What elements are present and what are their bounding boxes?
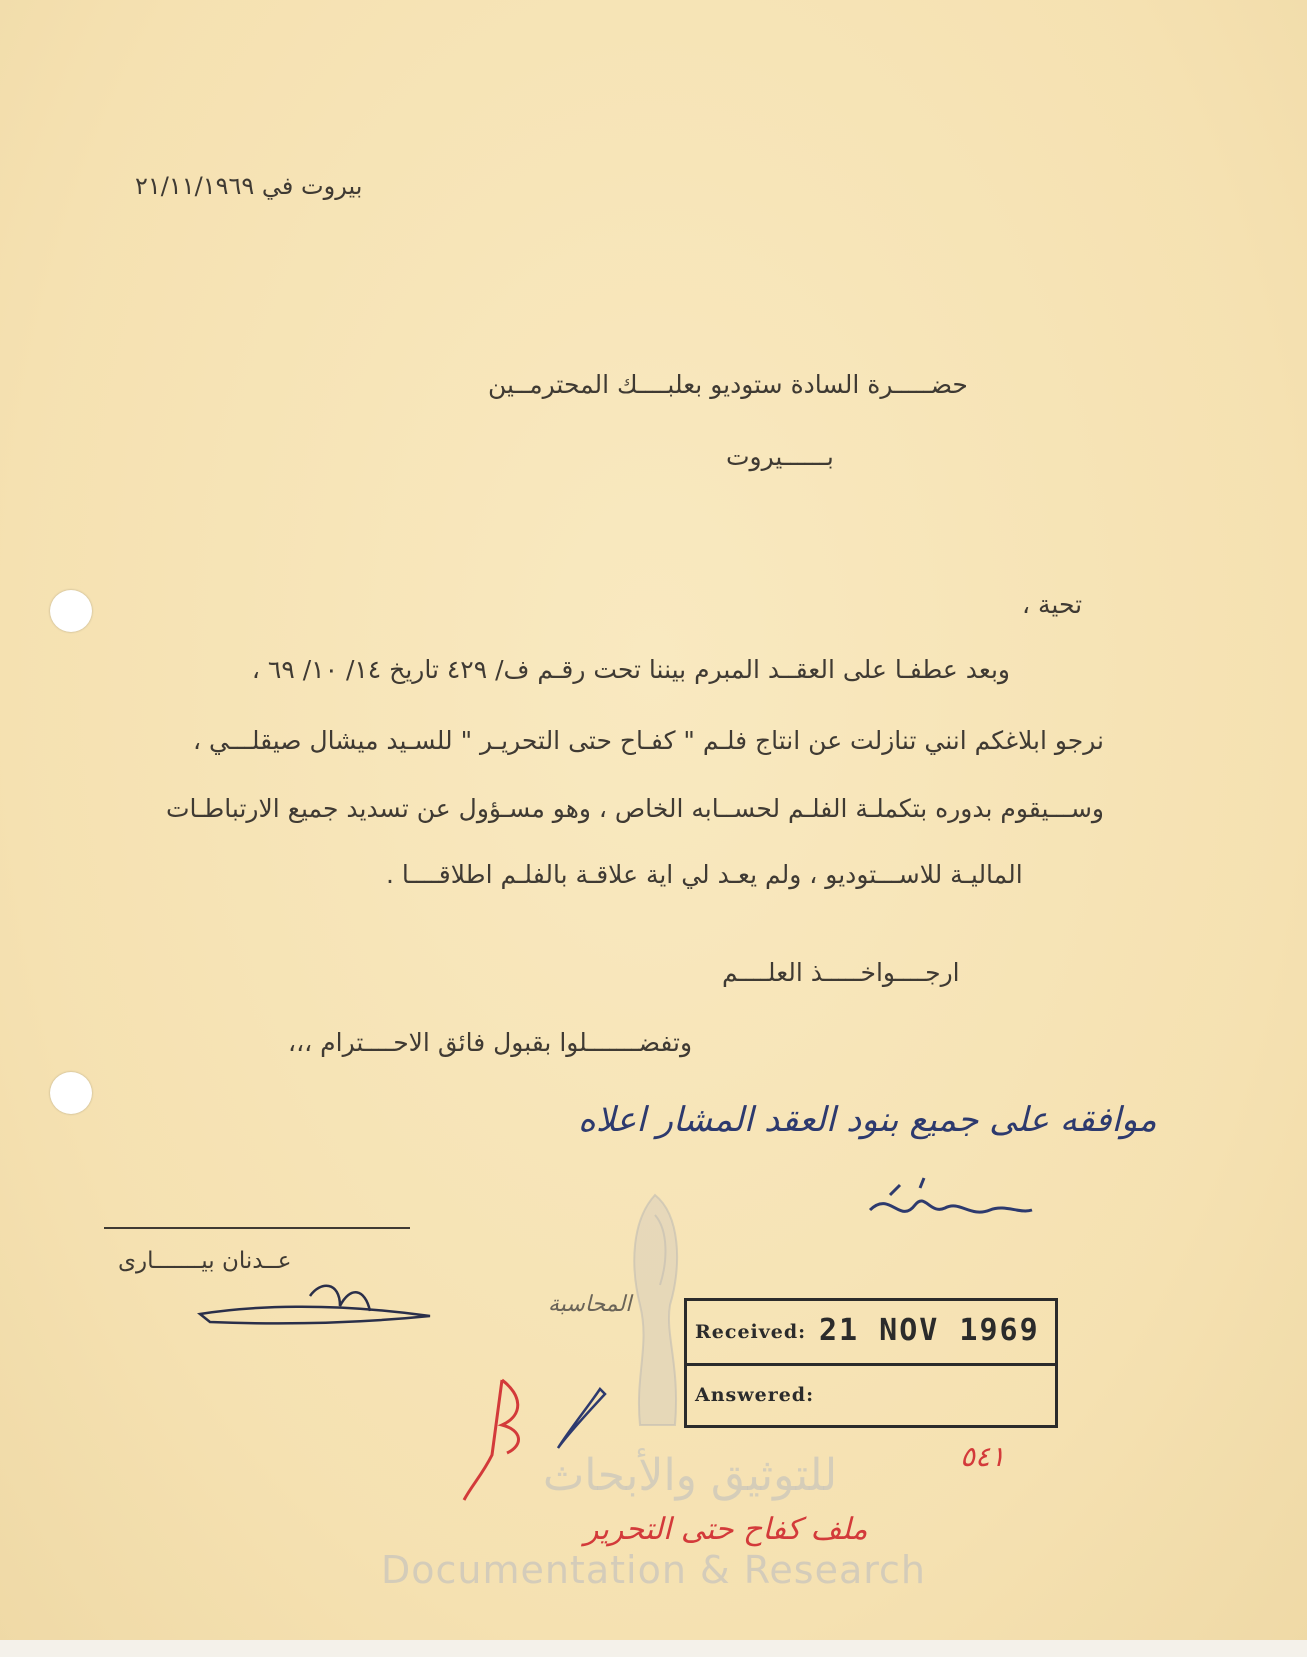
body-line-4: الماليـة للاســـتوديو ، ولم يعـد لي اية علاقـة بالفلـم اطلاقــــا . xyxy=(386,860,1023,889)
received-date: 21 NOV 1969 xyxy=(819,1313,1040,1348)
signature-rule xyxy=(104,1226,410,1230)
accounting-note: المحاسبة xyxy=(548,1292,632,1317)
blue-pen-mark-icon xyxy=(550,1384,610,1454)
stamp-answered-row xyxy=(687,1366,1055,1428)
punch-hole-top xyxy=(50,590,92,632)
approval-handwritten-note: موافقه على جميع بنود العقد المشار اعلاه xyxy=(578,1100,1157,1140)
watermark-english: Documentation & Research xyxy=(380,1548,927,1592)
closing-take-note: ارجــــواخـــــذ العلــــم xyxy=(722,958,960,987)
received-label: Received: xyxy=(695,1321,807,1343)
stamp-received-row xyxy=(687,1301,1055,1366)
body-line-3: وســـيقوم بدوره بتكملـة الفلـم لحســابه الخاص ، وهو مسـؤول عن تسديد جميع الارتباطـات xyxy=(165,794,1104,823)
city-line: بــــــيروت xyxy=(726,442,834,471)
signatory-signature-icon xyxy=(190,1276,440,1336)
file-note: ملف كفاح حتى التحرير xyxy=(584,1512,868,1547)
closing-respect: وتفضـــــــلوا بقبول فائق الاحــــترام ،،، xyxy=(288,1028,693,1057)
signatory-name: عــدنان بيـــــــارى xyxy=(118,1248,292,1274)
answered-label: Answered: xyxy=(695,1384,815,1406)
body-line-1: وبعد عطفـا على العقــد المبرم بيننا تحت رقـم ف/ ٤٢٩ تاريخ ١٤/ ١٠/ ٦٩ ، xyxy=(251,655,1010,684)
addressee-line: حضـــــرة السادة ستوديو بعلبــــك المحترمــين xyxy=(488,370,968,399)
file-number: ٥٤١ xyxy=(960,1440,1006,1473)
date-line: بيروت في ٢١/١١/١٩٦٩ xyxy=(135,172,363,200)
approval-signature-icon xyxy=(860,1170,1040,1240)
scan-edge xyxy=(0,1640,1307,1657)
body-line-2: نرجو ابلاغكم انني تنازلت عن انتاج فلـم " كفـاح حتى التحريـر " للسـيد ميشال صيقلـــي ، xyxy=(193,726,1104,755)
punch-hole-bottom xyxy=(50,1072,92,1114)
received-stamp xyxy=(684,1298,1058,1428)
greeting: تحية ، xyxy=(1022,590,1083,619)
watermark-arabic: للتوثيق والأبحاث xyxy=(542,1450,838,1501)
